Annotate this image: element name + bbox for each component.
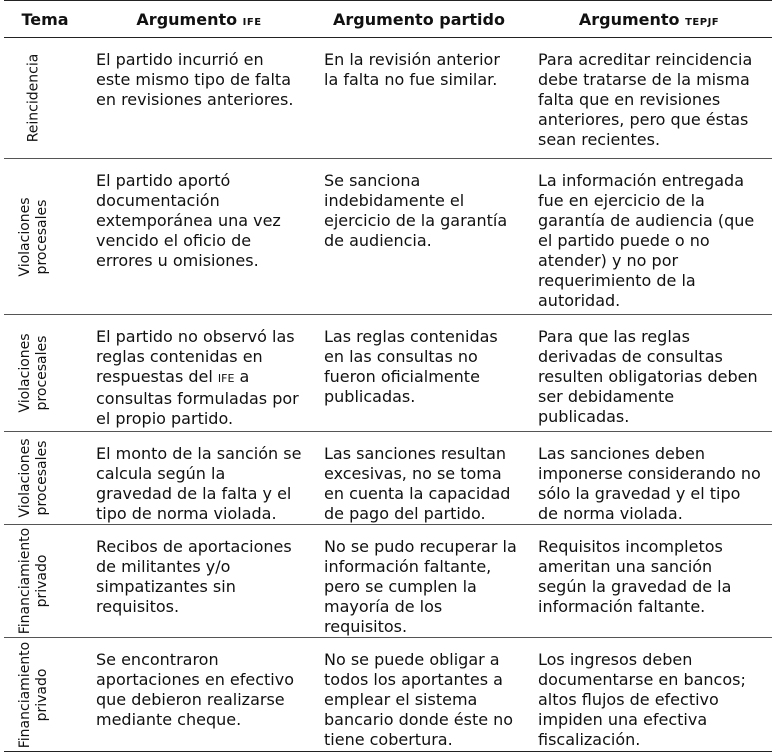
- table-row: [4, 315, 772, 432]
- partido-cell: Las reglas contenidas en las consultas no fueron oficialmente publicadas.: [324, 327, 498, 406]
- header-partido: Argumento partido: [333, 9, 505, 29]
- table-row: [4, 638, 772, 752]
- header-tepjf-abbr: TEPJF: [685, 16, 720, 28]
- ife-text-before: El partido no observó las reglas contenidas en respuestas del: [96, 327, 295, 386]
- table-row: [4, 432, 772, 525]
- topic-label: Reincidencia: [25, 53, 42, 143]
- topic-label: Violaciones: [17, 438, 33, 518]
- ife-abbr: IFE: [217, 372, 235, 385]
- ife-text-after: a consultas formuladas por el propio partido.: [96, 367, 299, 428]
- topic-label-2: procesales: [34, 440, 50, 516]
- arguments-table: [4, 0, 772, 752]
- ife-cell: El monto de la sanción se calcula según la gravedad de la falta y el tipo de norma violada.: [96, 444, 302, 523]
- tepjf-cell: La información entregada fue en ejercicio de la garantía de audiencia (que el partido puede o no atender) y no por requerimiento de la autoridad.: [538, 171, 755, 310]
- tepjf-cell: Para que las reglas derivadas de consultas resulten obligatorias deben ser debidamente publicadas.: [538, 327, 758, 426]
- topic-label: Financiamiento: [17, 641, 33, 748]
- topic-label-2: privado: [34, 554, 50, 608]
- header-ife: [86, 1, 312, 38]
- tepjf-cell: Para acreditar reincidencia debe tratarse de la misma falta que en revisiones anteriores, pero que éstas sean recientes.: [538, 50, 753, 149]
- partido-cell: Las sanciones resultan excesivas, no se toma en cuenta la capacidad de pago del partido.: [324, 444, 511, 523]
- topic-cell: [4, 315, 86, 432]
- tepjf-cell: Los ingresos deben documentarse en bancos; altos flujos de efectivo impiden una efectiva fiscalización.: [538, 650, 746, 749]
- tepjf-cell: Las sanciones deben imponerse considerando no sólo la gravedad y el tipo de norma violada.: [538, 444, 761, 523]
- topic-cell: [4, 432, 86, 525]
- ife-cell: Se encontraron aportaciones en efectivo que debieron realizarse mediante cheque.: [96, 650, 295, 729]
- ife-cell: El partido aportó documentación extemporánea una vez vencido el oficio de errores u omisiones.: [96, 171, 281, 270]
- partido-cell: Se sanciona indebidamente el ejercicio de la garantía de audiencia.: [324, 171, 508, 250]
- partido-cell: No se pudo recuperar la información faltante, pero se cumplen la mayoría de los requisitos.: [324, 537, 517, 636]
- partido-cell: En la revisión anterior la falta no fue similar.: [324, 50, 500, 89]
- ife-cell: El partido incurrió en este mismo tipo de falta en revisiones anteriores.: [96, 50, 294, 109]
- ife-cell: [86, 315, 312, 432]
- topic-cell: [4, 159, 86, 315]
- table-row: [4, 525, 772, 638]
- tepjf-cell: Requisitos incompletos ameritan una sanción según la gravedad de la información faltante.: [538, 537, 732, 616]
- topic-label-2: procesales: [34, 199, 50, 274]
- partido-cell: No se puede obligar a todos los aportantes a emplear el sistema bancario donde éste no tiene cobertura.: [324, 650, 514, 749]
- topic-label-2: procesales: [34, 335, 50, 411]
- topic-label: Violaciones: [17, 196, 33, 277]
- topic-label: Violaciones: [17, 333, 33, 413]
- topic-cell: [4, 38, 86, 159]
- topic-cell: [4, 638, 86, 752]
- header-ife-abbr: IFE: [242, 16, 262, 28]
- table-row: [4, 38, 772, 159]
- header-ife-prefix: Argumento: [136, 9, 238, 29]
- table-row: [4, 159, 772, 315]
- ife-cell: Recibos de aportaciones de militantes y/o simpatizantes sin requisitos.: [96, 537, 292, 616]
- header-tepjf: [526, 1, 772, 38]
- header-row: [4, 1, 772, 38]
- topic-cell: [4, 525, 86, 638]
- topic-label: Financiamiento: [17, 527, 33, 635]
- topic-label-2: privado: [34, 668, 50, 721]
- header-tepjf-prefix: Argumento: [578, 9, 680, 29]
- header-tema: Tema: [21, 9, 69, 29]
